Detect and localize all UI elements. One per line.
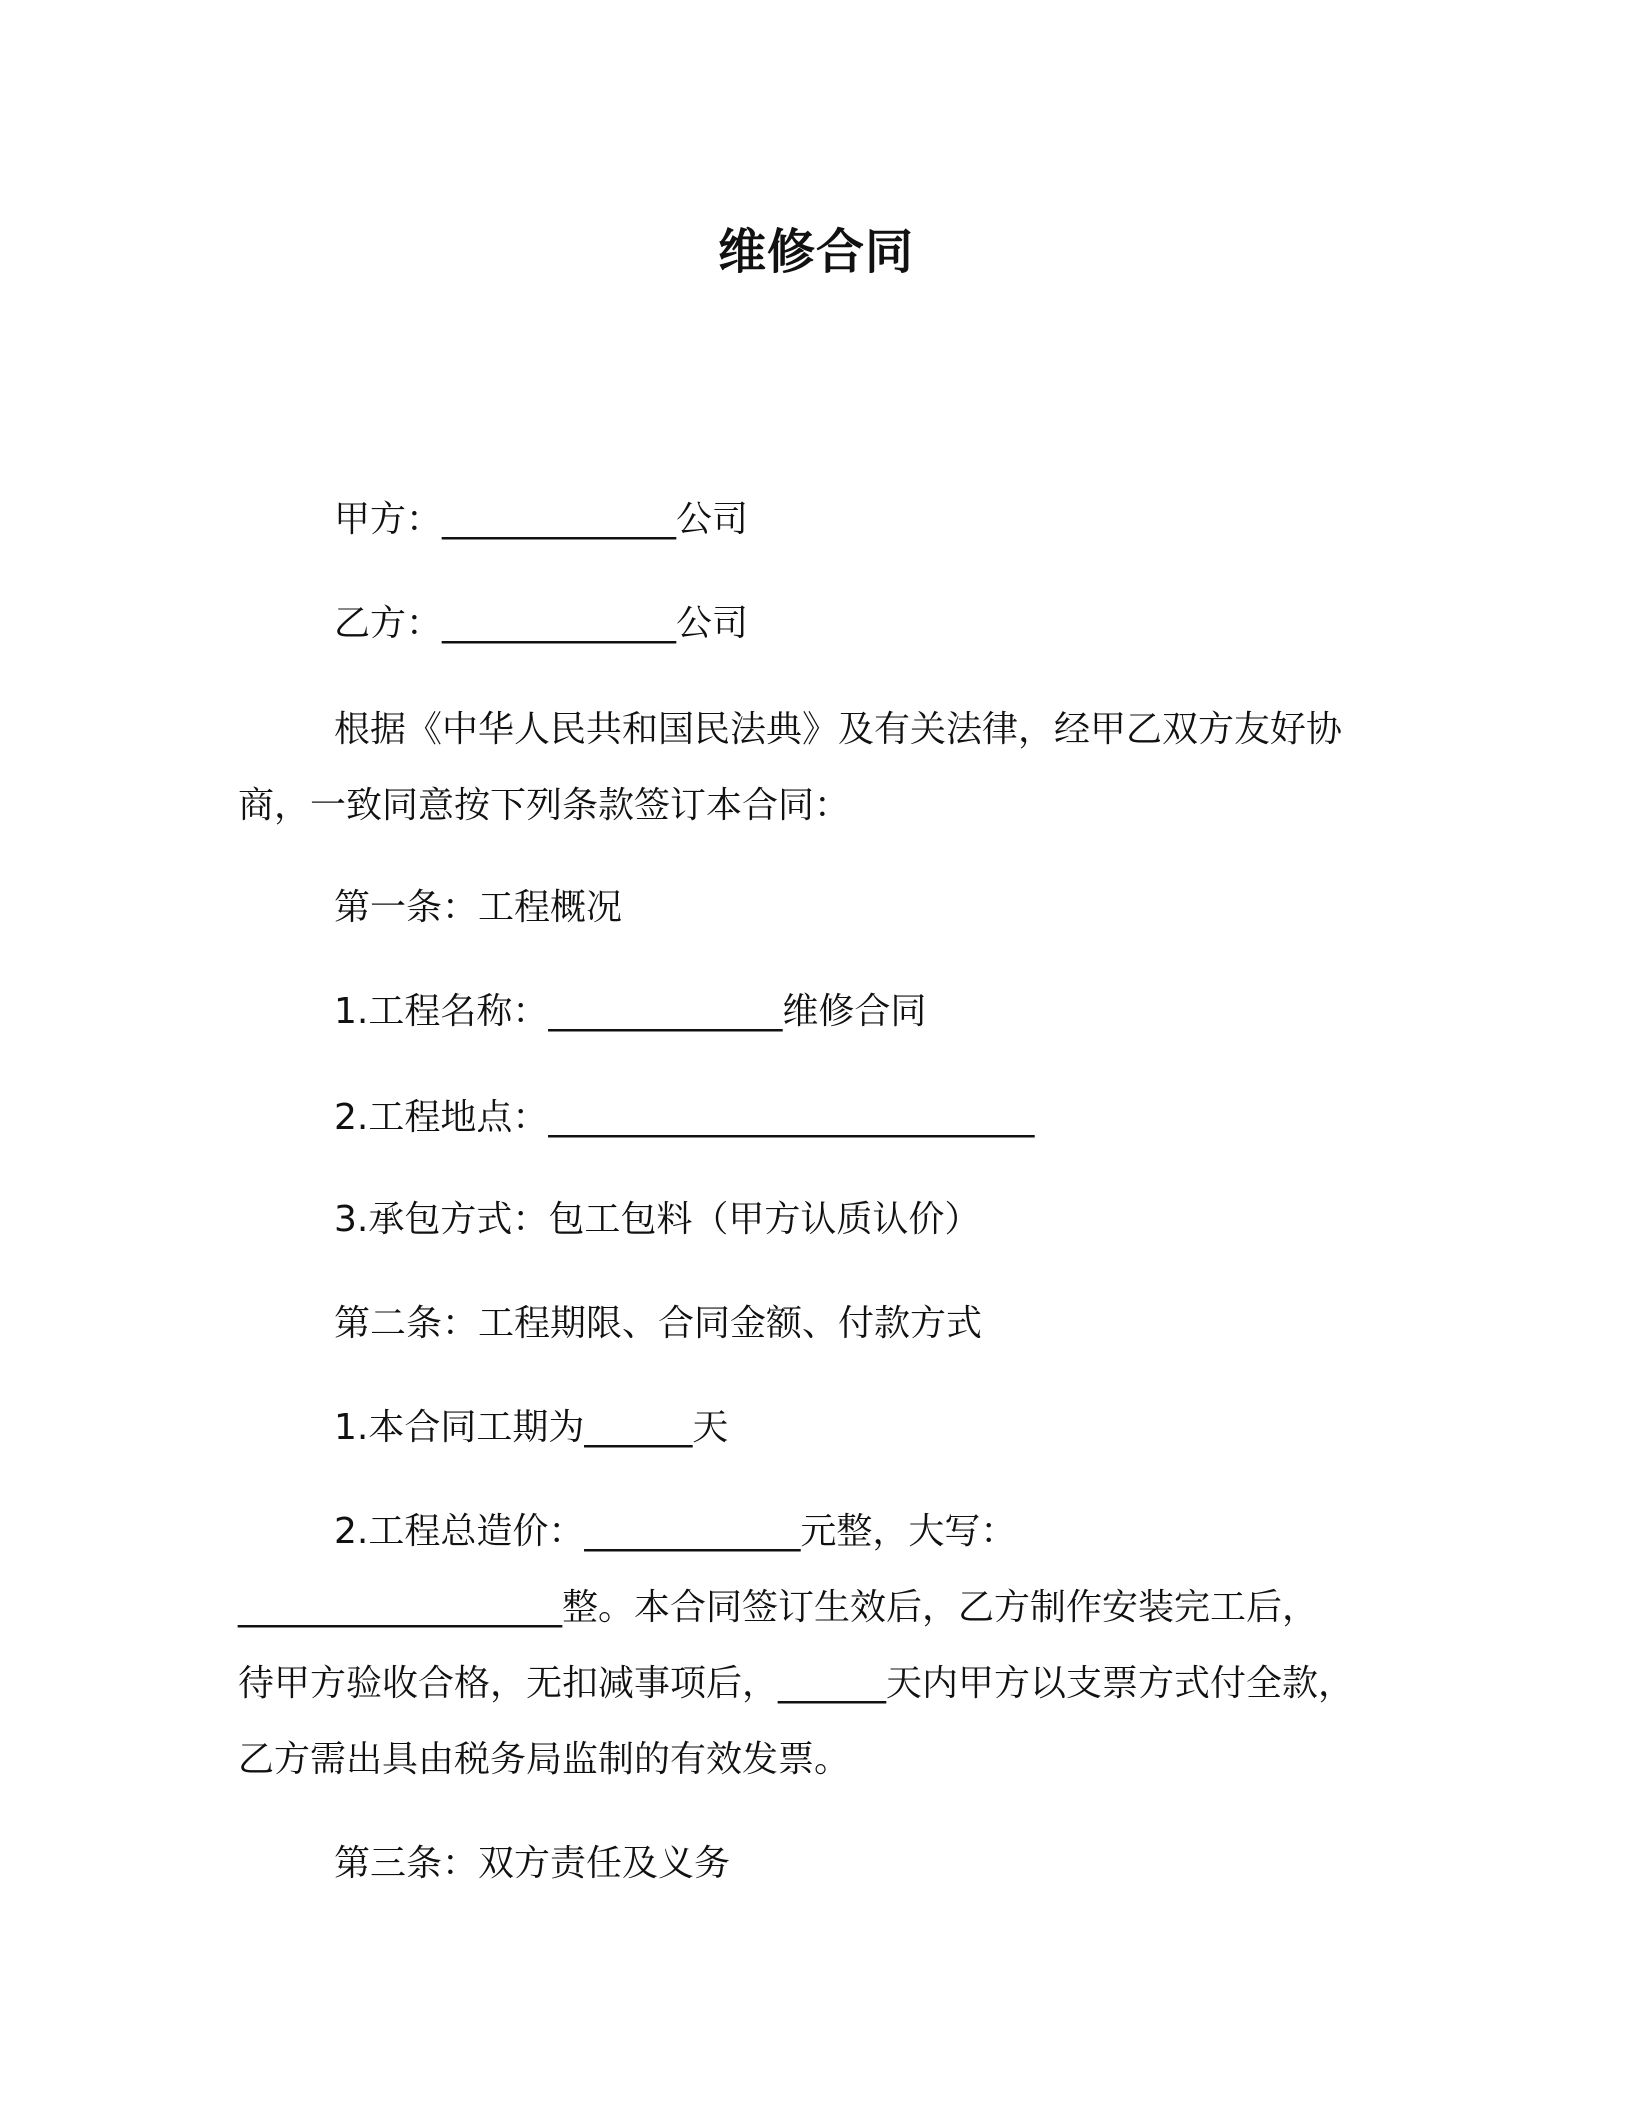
- payment-line-1: __________________整。本合同签订生效后，乙方制作安装完工后，: [238, 1587, 1319, 1628]
- project-name-line: 1.工程名称：_____________维修合同: [334, 991, 927, 1032]
- preamble-line-1: 根据《中华人民共和国民法典》及有关法律，经甲乙双方友好协: [334, 709, 1343, 750]
- article-2-heading: 第二条：工程期限、合同金额、付款方式: [334, 1303, 983, 1344]
- payment-line-2: 待甲方验收合格，无扣减事项后，______天内甲方以支票方式付全款，: [238, 1663, 1355, 1704]
- article-3-heading: 第三条：双方责任及义务: [334, 1843, 731, 1884]
- duration-line: 1.本合同工期为______天: [334, 1407, 729, 1448]
- project-location-line: 2.工程地点：___________________________: [334, 1097, 1035, 1138]
- party-b-line: 乙方：_____________公司: [334, 603, 749, 644]
- preamble-line-2: 商，一致同意按下列条款签订本合同：: [238, 785, 851, 826]
- total-price-line: 2.工程总造价：____________元整，大写：: [334, 1511, 1017, 1552]
- payment-line-3: 乙方需出具由税务局监制的有效发票。: [238, 1739, 851, 1780]
- article-1-heading: 第一条：工程概况: [334, 887, 623, 928]
- party-a-line: 甲方：_____________公司: [334, 499, 749, 540]
- document-title: 维修合同: [717, 224, 914, 280]
- contract-method-line: 3.承包方式：包工包料（甲方认质认价）: [334, 1199, 981, 1240]
